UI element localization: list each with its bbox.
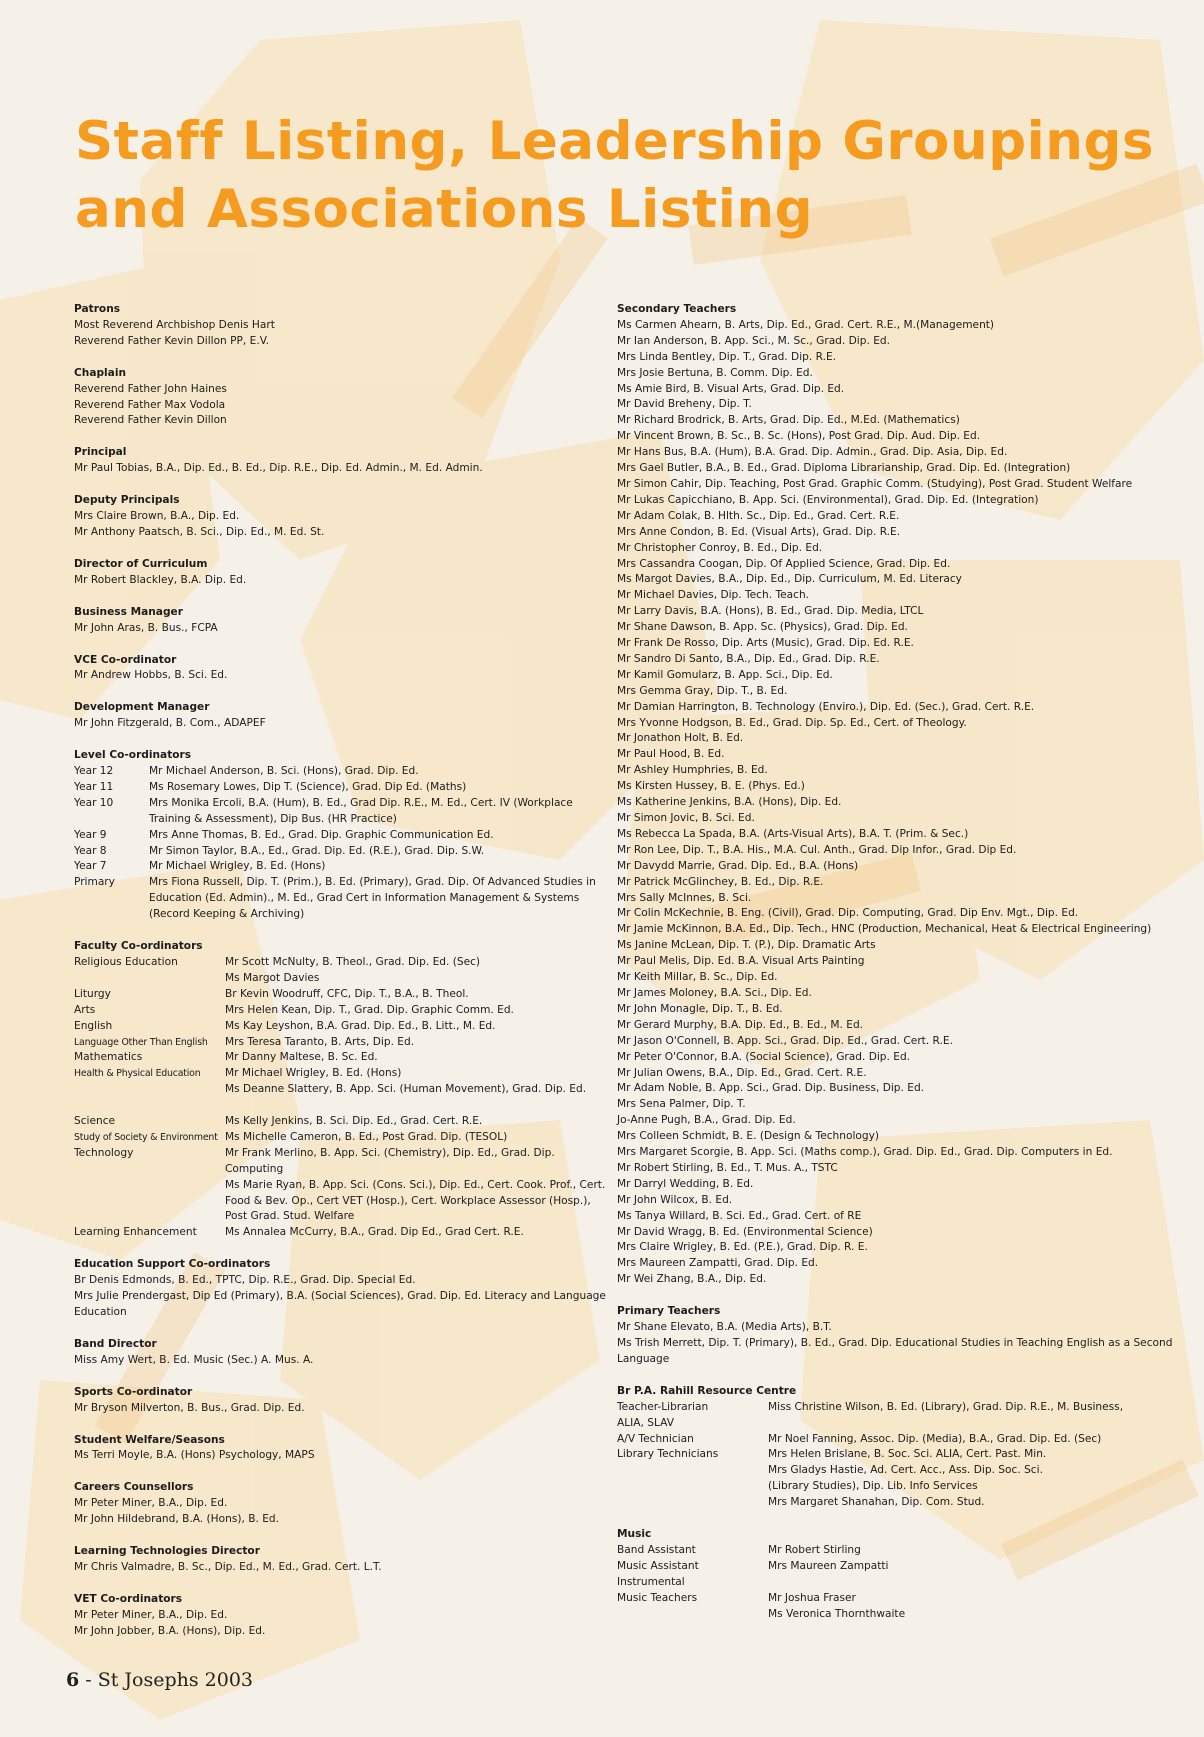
section-music	[617, 1527, 1187, 1622]
resource-value: (Library Studies), Dip. Lib. Info Services	[768, 1480, 978, 1493]
music-row	[617, 1559, 1187, 1575]
faculty-value: Br Kevin Woodruff, CFC, Dip. T., B.A., B. Theol.	[225, 987, 469, 1000]
section-heading: Principal	[74, 446, 127, 459]
music-value: Ms Veronica Thornthwaite	[768, 1607, 906, 1620]
section-heading: VET Co-ordinators	[74, 1592, 183, 1605]
staff-entry: Mr Darryl Wedding, B. Ed.	[617, 1177, 754, 1190]
music-row	[617, 1575, 1187, 1591]
staff-entry: Mr Peter O'Connor, B.A. (Social Science), Grad. Dip. Ed.	[617, 1050, 911, 1063]
faculty-label: Arts	[74, 1003, 96, 1016]
staff-entry: Ms Kirsten Hussey, B. E. (Phys. Ed.)	[617, 780, 805, 793]
faculty-row	[74, 1003, 614, 1019]
staff-entry: Mr Julian Owens, B.A., Dip. Ed., Grad. Cert. R.E.	[617, 1066, 867, 1079]
section-heading: Development Manager	[74, 701, 210, 714]
staff-entry: Mr Lukas Capicchiano, B. App. Sci. (Environmental), Grad. Dip. Ed. (Integration)	[617, 493, 1039, 506]
level-label: Year 8	[74, 844, 107, 857]
section-heading: Chaplain	[74, 366, 127, 379]
staff-entry: Ms Carmen Ahearn, B. Arts, Dip. Ed., Grad. Cert. R.E., M.(Management)	[617, 318, 995, 331]
level-value: Ms Rosemary Lowes, Dip T. (Science), Grad. Dip Ed. (Maths)	[149, 780, 467, 793]
faculty-row	[74, 1066, 614, 1098]
staff-entry: Mrs Cassandra Coogan, Dip. Of Applied Science, Grad. Dip. Ed.	[617, 557, 951, 570]
faculty-value: Mr Scott McNulty, B. Theol., Grad. Dip. Ed. (Sec)	[225, 956, 481, 968]
section-heading: VCE Co-ordinator	[74, 653, 177, 666]
faculty-value: Mr Michael Wrigley, B. Ed. (Hons)	[225, 1067, 402, 1080]
section-heading: Level Co-ordinators	[74, 749, 192, 762]
section-student-welfare	[74, 1433, 614, 1465]
staff-entry: Mr Frank De Rosso, Dip. Arts (Music), Grad. Dip. Ed. R.E.	[617, 637, 914, 650]
staff-entry: Mrs Gemma Gray, Dip. T., B. Ed.	[617, 684, 788, 697]
staff-entry: Mr Peter Miner, B.A., Dip. Ed.	[74, 1497, 228, 1510]
staff-entry: Mrs Anne Condon, B. Ed. (Visual Arts), Grad. Dip. R.E.	[617, 525, 901, 538]
staff-entry: Mrs Yvonne Hodgson, B. Ed., Grad. Dip. Sp. Ed., Cert. of Theology.	[617, 716, 967, 729]
staff-entry: Ms Rebecca La Spada, B.A. (Arts-Visual Arts), B.A. T. (Prim. & Sec.)	[617, 827, 969, 840]
section-chaplain	[74, 366, 614, 430]
faculty-value: Mr Danny Maltese, B. Sc. Ed.	[225, 1051, 378, 1064]
staff-entry: Mr Kamil Gomularz, B. App. Sci., Dip. Ed.	[617, 668, 833, 681]
section-director-of-curriculum	[74, 557, 614, 589]
resource-label: A/V Technician	[617, 1432, 694, 1445]
faculty-value: Ms Margot Davies	[225, 971, 320, 984]
staff-entry: Mr Keith Millar, B. Sc., Dip. Ed.	[617, 971, 778, 984]
staff-entry: Mr Jonathon Holt, B. Ed.	[617, 732, 744, 745]
staff-entry: Most Reverend Archbishop Denis Hart	[74, 318, 275, 331]
level-value: Mrs Fiona Russell, Dip. T. (Prim.), B. Ed. (Primary), Grad. Dip. Of Advanced Studies in Education (Ed. Admin)., M. Ed., Grad Cert in Information Management & Systems (Record Keeping & Archiving)	[149, 876, 596, 921]
footer-separator: -	[79, 1669, 98, 1691]
faculty-value: Mrs Helen Kean, Dip. T., Grad. Dip. Graphic Comm. Ed.	[225, 1003, 514, 1016]
section-careers-counsellors	[74, 1480, 614, 1528]
resource-label: Teacher-Librarian	[617, 1400, 709, 1413]
staff-entry: Mr Paul Hood, B. Ed.	[617, 748, 725, 761]
level-value: Mrs Anne Thomas, B. Ed., Grad. Dip. Graphic Communication Ed.	[149, 828, 494, 841]
level-label: Year 12	[74, 765, 114, 778]
staff-entry: Mr Jamie McKinnon, B.A. Ed., Dip. Tech., HNC (Production, Mechanical, Heat & Electrical Engineering)	[617, 923, 1152, 936]
faculty-value: Ms Marie Ryan, B. App. Sci. (Cons. Sci.), Dip. Ed., Cert. Cook. Prof., Cert. Food & Bev. Op., Cert VET (Hosp.), Cert. Workplace Assessor (Hosp.), Post Grad. Stud. Welfare	[225, 1178, 606, 1223]
level-row	[74, 844, 614, 860]
level-row	[74, 796, 614, 828]
staff-entry: Mr Paul Melis, Dip. Ed. B.A. Visual Arts Painting	[617, 955, 865, 968]
level-label: Year 9	[74, 828, 107, 841]
level-value: Mrs Monika Ercoli, B.A. (Hum), B. Ed., Grad Dip. R.E., M. Ed., Cert. IV (Workplace Training & Assessment), Dip Bus. (HR Practice)	[149, 796, 573, 825]
staff-entry: Mr Richard Brodrick, B. Arts, Grad. Dip. Ed., M.Ed. (Mathematics)	[617, 414, 960, 427]
resource-value: Mrs Helen Brislane, B. Soc. Sci. ALIA, Cert. Past. Min.	[768, 1448, 1047, 1461]
staff-entry: Mr John Monagle, Dip. T., B. Ed.	[617, 1002, 783, 1015]
staff-entry: Mr Adam Noble, B. App. Sci., Grad. Dip. Business, Dip. Ed.	[617, 1082, 925, 1095]
section-heading: Education Support Co-ordinators	[74, 1258, 271, 1271]
faculty-label: Mathematics	[74, 1051, 143, 1064]
section-principal	[74, 445, 614, 477]
faculty-row	[74, 987, 614, 1003]
faculty-value: Mrs Teresa Taranto, B. Arts, Dip. Ed.	[225, 1035, 415, 1048]
level-row	[74, 780, 614, 796]
level-label: Year 11	[74, 780, 114, 793]
resource-value: Mr Noel Fanning, Assoc. Dip. (Media), B.A., Grad. Dip. Ed. (Sec)	[768, 1432, 1102, 1445]
resource-value: Miss Christine Wilson, B. Ed. (Library), Grad. Dip. R.E., M. Business,	[768, 1400, 1124, 1413]
faculty-value: Ms Kay Leyshon, B.A. Grad. Dip. Ed., B. Litt., M. Ed.	[225, 1019, 496, 1032]
staff-entry: Mrs Maureen Zampatti, Grad. Dip. Ed.	[617, 1257, 819, 1270]
staff-entry: Mr Adam Colak, B. Hlth. Sc., Dip. Ed., Grad. Cert. R.E.	[617, 509, 900, 522]
resource-value: Mrs Margaret Shanahan, Dip. Com. Stud.	[768, 1496, 985, 1509]
staff-entry: Mr Simon Cahir, Dip. Teaching, Post Grad. Graphic Comm. (Studying), Post Grad. Student Welfare	[617, 477, 1133, 490]
staff-entry: Mrs Gael Butler, B.A., B. Ed., Grad. Diploma Librarianship, Grad. Dip. Ed. (Integration)	[617, 462, 1071, 475]
staff-entry: Ms Terri Moyle, B.A. (Hons) Psychology, MAPS	[74, 1449, 315, 1462]
faculty-value: Ms Deanne Slattery, B. App. Sci. (Human Movement), Grad. Dip. Ed.	[225, 1083, 587, 1096]
music-value: Mrs Maureen Zampatti	[768, 1559, 889, 1572]
secondary-teacher-list	[617, 318, 1187, 1288]
section-heading: Patrons	[74, 303, 121, 315]
staff-entry: Mr John Wilcox, B. Ed.	[617, 1193, 733, 1206]
faculty-label: Liturgy	[74, 987, 111, 1000]
staff-entry: Mr Robert Stirling, B. Ed., T. Mus. A., TSTC	[617, 1161, 838, 1174]
faculty-row	[74, 1035, 614, 1051]
section-heading: Sports Co-ordinator	[74, 1385, 193, 1398]
faculty-row	[74, 1130, 614, 1146]
resource-values	[768, 1447, 1187, 1511]
level-row	[74, 764, 614, 780]
staff-entry: Mr Wei Zhang, B.A., Dip. Ed.	[617, 1273, 767, 1286]
section-vce-coordinator	[74, 653, 614, 685]
staff-entry: Mr Vincent Brown, B. Sc., B. Sc. (Hons), Post Grad. Dip. Aud. Dip. Ed.	[617, 430, 981, 443]
title-line-1: Staff Listing, Leadership Groupings	[75, 111, 1155, 172]
staff-entry: Mr Larry Davis, B.A. (Hons), B. Ed., Grad. Dip. Media, LTCL	[617, 605, 924, 618]
staff-entry: Mr John Fitzgerald, B. Com., ADAPEF	[74, 717, 266, 730]
music-value: Mr Joshua Fraser	[768, 1591, 856, 1604]
staff-entry: Ms Tanya Willard, B. Sci. Ed., Grad. Cert. of RE	[617, 1209, 862, 1222]
section-heading: Primary Teachers	[617, 1305, 721, 1318]
staff-entry: Mr John Aras, B. Bus., FCPA	[74, 621, 218, 634]
section-learning-technologies	[74, 1544, 614, 1576]
staff-entry: Mrs Sally McInnes, B. Sci.	[617, 891, 752, 904]
staff-entry: Mr Ron Lee, Dip. T., B.A. His., M.A. Cul. Anth., Grad. Dip Infor., Grad. Dip Ed.	[617, 843, 1017, 856]
level-value: Mr Michael Anderson, B. Sci. (Hons), Grad. Dip. Ed.	[149, 765, 419, 778]
right-column	[617, 302, 1187, 1639]
staff-entry: Mrs Linda Bentley, Dip. T., Grad. Dip. R.E.	[617, 350, 837, 363]
faculty-label: English	[74, 1019, 113, 1032]
section-heading: Br P.A. Rahill Resource Centre	[617, 1384, 797, 1397]
staff-entry: Mr Robert Blackley, B.A. Dip. Ed.	[74, 573, 247, 586]
section-heading: Deputy Principals	[74, 494, 180, 507]
staff-entry: Mrs Margaret Scorgie, B. App. Sci. (Maths comp.), Grad. Dip. Ed., Grad. Dip. Computers in Ed.	[617, 1146, 1113, 1159]
staff-entry: Mr Colin McKechnie, B. Eng. (Civil), Grad. Dip. Computing, Grad. Dip Env. Mgt., Dip. Ed.	[617, 907, 1079, 920]
resource-label: Library Technicians	[617, 1448, 719, 1461]
level-row	[74, 875, 614, 923]
staff-entry: Mr Shane Dawson, B. App. Sc. (Physics), Grad. Dip. Ed.	[617, 621, 908, 634]
staff-entry: Mr Patrick McGlinchey, B. Ed., Dip. R.E.	[617, 875, 824, 888]
section-level-coordinators	[74, 748, 614, 923]
faculty-label: Learning Enhancement	[74, 1226, 197, 1239]
section-band-director	[74, 1337, 614, 1369]
staff-entry: Miss Amy Wert, B. Ed. Music (Sec.) A. Mus. A.	[74, 1353, 314, 1366]
music-values	[768, 1591, 1187, 1623]
section-heading: Learning Technologies Director	[74, 1545, 260, 1558]
level-row	[74, 828, 614, 844]
faculty-label: Study of Society & Environment	[74, 1131, 218, 1143]
staff-entry: Reverend Father Kevin Dillon PP, E.V.	[74, 334, 269, 347]
music-value: Mr Robert Stirling	[768, 1543, 861, 1556]
resource-label: ALIA, SLAV	[617, 1416, 674, 1429]
level-label: Year 7	[74, 860, 107, 873]
level-label: Primary	[74, 876, 115, 889]
section-faculty-coordinators	[74, 939, 614, 1241]
resource-value: Mrs Gladys Hastie, Ad. Cert. Acc., Ass. Dip. Soc. Sci.	[768, 1464, 1043, 1477]
music-label: Music Teachers	[617, 1591, 698, 1604]
staff-entry: Mr David Wragg, B. Ed. (Environmental Science)	[617, 1225, 873, 1238]
section-business-manager	[74, 605, 614, 637]
section-patrons	[74, 302, 614, 350]
section-education-support	[74, 1257, 614, 1321]
faculty-value: Ms Michelle Cameron, B. Ed., Post Grad. Dip. (TESOL)	[225, 1130, 508, 1143]
staff-entry: Mr Sandro Di Santo, B.A., Dip. Ed., Grad. Dip. R.E.	[617, 652, 880, 665]
staff-entry: Mr David Breheny, Dip. T.	[617, 398, 752, 411]
faculty-label: Religious Education	[74, 956, 178, 968]
section-vet-coordinators	[74, 1592, 614, 1640]
staff-entry: Mr Andrew Hobbs, B. Sci. Ed.	[74, 669, 228, 682]
section-heading: Business Manager	[74, 605, 183, 618]
faculty-values	[225, 1146, 614, 1226]
staff-entry: Mr Christopher Conroy, B. Ed., Dip. Ed.	[617, 541, 823, 554]
resource-row	[617, 1416, 1187, 1432]
faculty-value: Ms Kelly Jenkins, B. Sci. Dip. Ed., Grad. Cert. R.E.	[225, 1115, 483, 1128]
music-row	[617, 1591, 1187, 1623]
staff-entry: Mr Hans Bus, B.A. (Hum), B.A. Grad. Dip. Admin., Grad. Dip. Asia, Dip. Ed.	[617, 446, 1008, 459]
staff-entry: Mr Davydd Marrie, Grad. Dip. Ed., B.A. (Hons)	[617, 859, 859, 872]
staff-entry: Mr Ashley Humphries, B. Ed.	[617, 764, 768, 777]
staff-entry: Mrs Claire Brown, B.A., Dip. Ed.	[74, 510, 240, 523]
staff-entry: Mr Gerard Murphy, B.A. Dip. Ed., B. Ed., M. Ed.	[617, 1018, 864, 1031]
title-line-2: and Associations Listing	[75, 179, 814, 240]
music-label: Music Assistant	[617, 1559, 699, 1572]
section-sports-coordinator	[74, 1385, 614, 1417]
section-secondary-teachers	[617, 302, 1187, 1288]
faculty-value: Mr Frank Merlino, B. App. Sci. (Chemistry), Dip. Ed., Grad. Dip. Computing	[225, 1146, 555, 1175]
section-resource-centre	[617, 1384, 1187, 1511]
faculty-label: Science	[74, 1115, 116, 1128]
staff-entry: Mr Jason O'Connell, B. App. Sci., Grad. Dip. Ed., Grad. Cert. R.E.	[617, 1034, 953, 1047]
faculty-row	[74, 1146, 614, 1226]
staff-entry: Reverend Father Max Vodola	[74, 398, 226, 411]
section-heading: Secondary Teachers	[617, 303, 737, 315]
section-heading: Director of Curriculum	[74, 557, 208, 570]
faculty-label: Language Other Than English	[74, 1036, 208, 1048]
staff-entry: Mrs Josie Bertuna, B. Comm. Dip. Ed.	[617, 366, 813, 379]
section-heading: Music	[617, 1528, 652, 1541]
page-title	[75, 108, 1154, 244]
left-column	[74, 302, 614, 1656]
faculty-values	[225, 955, 614, 987]
music-value	[768, 1575, 1187, 1591]
music-row	[617, 1543, 1187, 1559]
staff-entry: Mr Ian Anderson, B. App. Sci., M. Sc., Grad. Dip. Ed.	[617, 334, 890, 347]
staff-entry: Jo-Anne Pugh, B.A., Grad. Dip. Ed.	[617, 1114, 796, 1127]
staff-entry: Br Denis Edmonds, B. Ed., TPTC, Dip. R.E., Grad. Dip. Special Ed.	[74, 1274, 416, 1287]
staff-entry: Mr James Moloney, B.A. Sci., Dip. Ed.	[617, 986, 812, 999]
staff-entry: Mr Chris Valmadre, B. Sc., Dip. Ed., M. Ed., Grad. Cert. L.T.	[74, 1560, 382, 1573]
level-row	[74, 859, 614, 875]
section-deputy-principals	[74, 493, 614, 541]
section-heading: Student Welfare/Seasons	[74, 1433, 225, 1446]
section-heading: Careers Counsellors	[74, 1481, 194, 1494]
staff-entry: Ms Margot Davies, B.A., Dip. Ed., Dip. Curriculum, M. Ed. Literacy	[617, 573, 962, 586]
faculty-label: Technology	[74, 1146, 134, 1159]
section-primary-teachers	[617, 1304, 1187, 1368]
staff-entry: Mr Paul Tobias, B.A., Dip. Ed., B. Ed., Dip. R.E., Dip. Ed. Admin., M. Ed. Admin.	[74, 462, 483, 475]
staff-entry: Mr Anthony Paatsch, B. Sci., Dip. Ed., M. Ed. St.	[74, 525, 325, 538]
staff-entry: Mrs Colleen Schmidt, B. E. (Design & Technology)	[617, 1130, 880, 1143]
spacer	[74, 1098, 614, 1114]
level-label: Year 10	[74, 796, 114, 809]
resource-row	[617, 1432, 1187, 1448]
resource-value	[768, 1416, 1187, 1432]
staff-entry: Mr Damian Harrington, B. Technology (Enviro.), Dip. Ed. (Sec.), Grad. Cert. R.E.	[617, 700, 1035, 713]
staff-entry: Mr John Hildebrand, B.A. (Hons), B. Ed.	[74, 1513, 280, 1526]
staff-entry: Ms Janine McLean, Dip. T. (P.), Dip. Dramatic Arts	[617, 939, 876, 952]
staff-entry: Reverend Father Kevin Dillon	[74, 414, 227, 427]
staff-entry: Ms Katherine Jenkins, B.A. (Hons), Dip. Ed.	[617, 796, 842, 809]
page-footer	[66, 1669, 253, 1691]
faculty-row	[74, 1050, 614, 1066]
staff-entry: Mr Shane Elevato, B.A. (Media Arts), B.T.	[617, 1321, 832, 1334]
faculty-values	[225, 1066, 614, 1098]
publication-name: St Josephs 2003	[97, 1669, 254, 1691]
staff-entry: Mr Bryson Milverton, B. Bus., Grad. Dip. Ed.	[74, 1401, 305, 1414]
faculty-label: Health & Physical Education	[74, 1068, 201, 1080]
staff-entry: Ms Trish Merrett, Dip. T. (Primary), B. Ed., Grad. Dip. Educational Studies in Teaching English as a Second Language	[617, 1337, 1173, 1365]
staff-entry: Mr John Jobber, B.A. (Hons), Dip. Ed.	[74, 1624, 266, 1637]
staff-entry: Mrs Sena Palmer, Dip. T.	[617, 1098, 746, 1111]
music-label: Band Assistant	[617, 1543, 696, 1556]
faculty-row	[74, 955, 614, 987]
section-heading: Band Director	[74, 1337, 157, 1350]
staff-entry: Mr Peter Miner, B.A., Dip. Ed.	[74, 1608, 228, 1621]
faculty-row	[74, 1019, 614, 1035]
level-value: Mr Michael Wrigley, B. Ed. (Hons)	[149, 860, 326, 873]
music-label: Instrumental	[617, 1575, 685, 1588]
resource-row	[617, 1447, 1187, 1511]
staff-entry: Reverend Father John Haines	[74, 382, 227, 395]
resource-row	[617, 1400, 1187, 1416]
staff-entry: Mr Michael Davies, Dip. Tech. Teach.	[617, 589, 810, 602]
faculty-row	[74, 1225, 614, 1241]
staff-entry: Mr Simon Jovic, B. Sci. Ed.	[617, 812, 755, 824]
page-number: 6	[66, 1669, 80, 1691]
staff-entry: Mrs Julie Prendergast, Dip Ed (Primary), B.A. (Social Sciences), Grad. Dip. Ed. Literacy and Language Education	[74, 1290, 606, 1319]
staff-entry: Mrs Claire Wrigley, B. Ed. (P.E.), Grad. Dip. R. E.	[617, 1241, 868, 1254]
faculty-row	[74, 1114, 614, 1130]
faculty-value: Ms Annalea McCurry, B.A., Grad. Dip Ed., Grad Cert. R.E.	[225, 1226, 524, 1239]
section-heading: Faculty Co-ordinators	[74, 940, 203, 953]
section-development-manager	[74, 700, 614, 732]
level-value: Mr Simon Taylor, B.A., Ed., Grad. Dip. Ed. (R.E.), Grad. Dip. S.W.	[149, 844, 485, 857]
staff-entry: Ms Amie Bird, B. Visual Arts, Grad. Dip. Ed.	[617, 382, 845, 395]
